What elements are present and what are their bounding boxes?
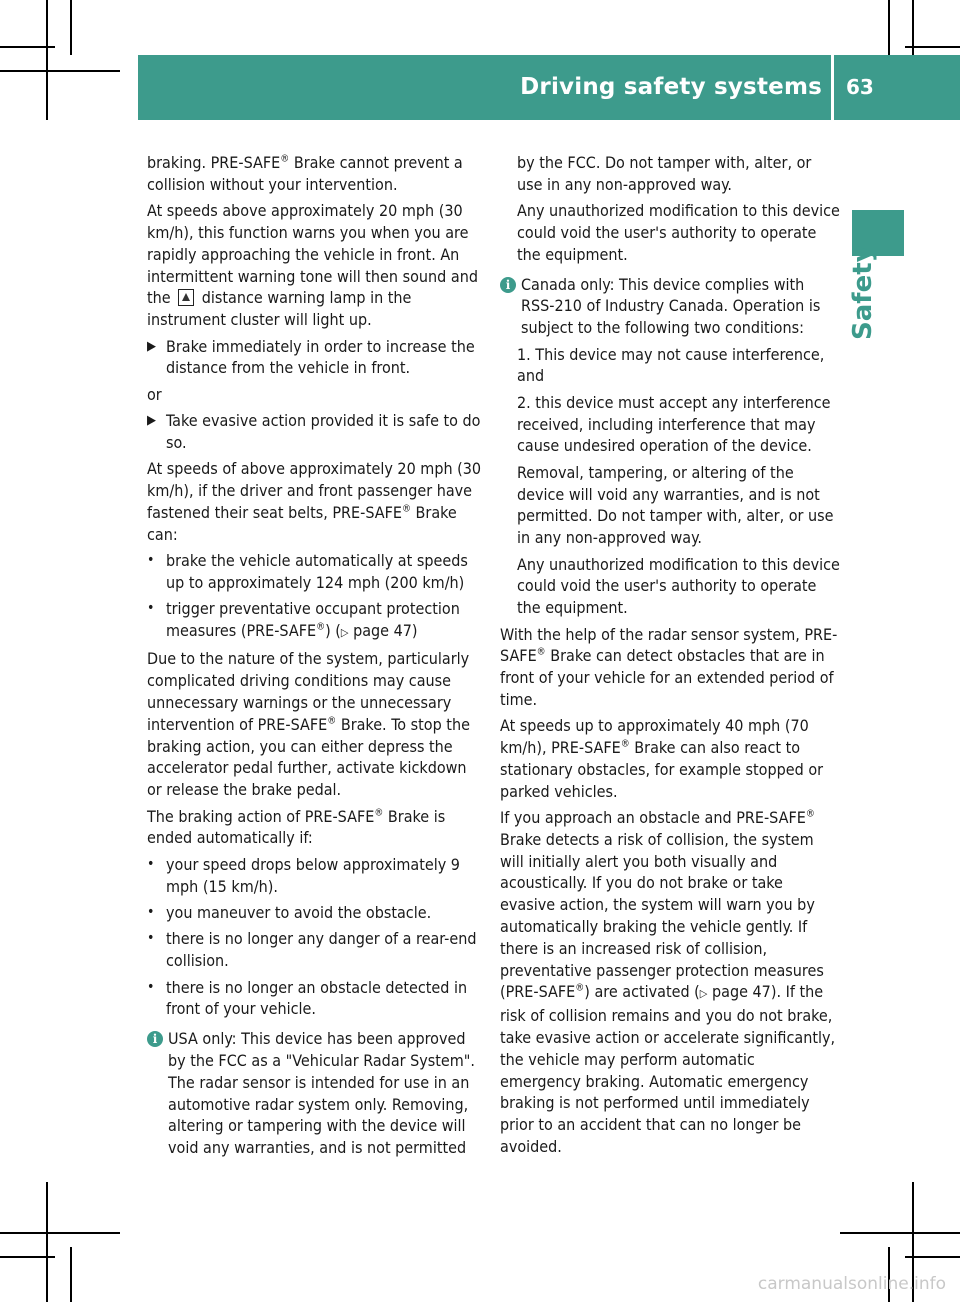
paragraph: At speeds of above approximately 20 mph (30 km/h), if the driver and front passenger have fastened their seat belts, PRE-SAFE® Brake can: bbox=[147, 459, 482, 544]
page-reference-link[interactable]: page 47). If the risk of collision remains and you do not brake, take evasive action or accelerate significantly, the vehicle may perform automatic emergency braking. Automatic emergency braking is not performed until immediately prior to an accident that can no longer be avoided. bbox=[500, 982, 836, 1157]
list-item: • there is no longer any danger of a rear-end collision. bbox=[147, 929, 477, 971]
paragraph: Removal, tampering, or altering of the device will void any warranties, and is not permitted. Do not tamper with, alter, or use in any non-approved way. bbox=[517, 462, 834, 548]
crop-mark bbox=[0, 70, 120, 72]
paragraph: 1. This device may not cause interference, and bbox=[517, 344, 825, 386]
bullet-icon: • bbox=[147, 552, 155, 569]
info-note: i Canada only: This device complies with RSS-210 of Industry Canada. Operation is subject to the following two conditions: bbox=[500, 274, 840, 339]
page-reference-triangle-icon: ▷ bbox=[699, 987, 708, 1001]
crop-mark bbox=[46, 0, 48, 120]
list-item: • your speed drops below approximately 9 mph (15 km/h). bbox=[147, 854, 460, 896]
instruction-step: ▶ Take evasive action provided it is safe to do so. bbox=[147, 411, 481, 452]
instruction-step: ▶ Brake immediately in order to increase the distance from the vehicle in front. bbox=[147, 336, 475, 378]
bullet-icon: • bbox=[147, 855, 155, 872]
left-column bbox=[147, 152, 485, 1164]
paragraph: Any unauthorized modification to this device could void the user's authority to operate the equipment. bbox=[517, 554, 840, 618]
crop-mark bbox=[840, 1232, 960, 1234]
list-item: • trigger preventative occupant protection measures (PRE-SAFE®) (▷ page 47) bbox=[147, 599, 460, 641]
paragraph: The braking action of PRE-SAFE® Brake is ended automatically if: bbox=[147, 806, 446, 848]
paragraph: braking. PRE-SAFE® Brake cannot prevent a collision without your intervention. bbox=[147, 153, 463, 194]
section-title: Driving safety systems bbox=[520, 74, 822, 100]
paragraph: At speeds above approximately 20 mph (30 km/h), this function warns you when you are rapidly approaching the vehicle in front. An intermittent warning tone will then sound and the distance warning lamp in the instrument cluster will light up. bbox=[147, 201, 478, 330]
bullet-icon: • bbox=[147, 600, 155, 617]
bullet-icon: • bbox=[147, 930, 155, 947]
crop-mark bbox=[0, 1232, 120, 1234]
list-item: • brake the vehicle automatically at speeds up to approximately 124 mph (200 km/h) bbox=[147, 551, 468, 592]
crop-mark bbox=[46, 1182, 48, 1302]
info-icon: i bbox=[147, 1031, 163, 1047]
page-reference-link[interactable]: page 47) bbox=[348, 621, 418, 641]
info-note: i USA only: This device has been approved by the FCC as a "Vehicular Radar System". The radar sensor is intended for use in an automotive radar system only. Removing, altering or tampering with the device will void any warranties, and is not permitted bbox=[147, 1028, 485, 1159]
distance-warning-lamp-icon bbox=[178, 289, 194, 306]
crop-mark bbox=[888, 0, 890, 55]
paragraph: With the help of the radar sensor system, PRE-SAFE® Brake can detect obstacles that are in front of your vehicle for an extended period of time. bbox=[500, 624, 838, 709]
paragraph: If you approach an obstacle and PRE-SAFE® Brake detects a risk of collision, the system will initially alert you both visually and acoustically. If you do not brake or take evasive action, the system will warn you by automatically braking the vehicle gently. If there is an increased risk of collision, preventative passenger protection measures (PRE-SAFE®) are activated (▷ page 47). If the risk of collision remains and you do not brake, take evasive action or accelerate significantly, the vehicle may perform automatic emergency braking. Automatic emergency braking is not performed until immediately prior to an accident that can no longer be avoided. bbox=[500, 808, 836, 1157]
crop-mark bbox=[70, 0, 72, 55]
instruction-arrow-icon: ▶ bbox=[147, 413, 156, 429]
bullet-icon: • bbox=[147, 978, 155, 995]
right-column bbox=[500, 152, 840, 1162]
instruction-arrow-icon: ▶ bbox=[147, 338, 156, 354]
page-number: 63 bbox=[846, 75, 874, 99]
list-item: • you maneuver to avoid the obstacle. bbox=[147, 903, 432, 923]
crop-mark bbox=[0, 1256, 55, 1258]
paragraph: At speeds up to approximately 40 mph (70 km/h), PRE-SAFE® Brake can also react to stationary obstacles, for example stopped or parked vehicles. bbox=[500, 716, 824, 801]
paragraph: Due to the nature of the system, particularly complicated driving conditions may cause unnecessary warnings or the unnecessary intervention of PRE-SAFE® Brake. To stop the braking action, you can either depress the accelerator pedal further, activate kickdown or release the brake pedal. bbox=[147, 649, 470, 800]
info-icon: i bbox=[500, 277, 516, 293]
crop-mark bbox=[70, 1247, 72, 1302]
chapter-tab-label: Safety bbox=[848, 245, 878, 340]
list-item: • there is no longer an obstacle detected in front of your vehicle. bbox=[147, 977, 468, 1019]
crop-mark bbox=[905, 46, 960, 48]
crop-mark bbox=[905, 1256, 960, 1258]
bullet-icon: • bbox=[147, 904, 155, 921]
page-reference-triangle-icon: ▷ bbox=[340, 626, 349, 640]
paragraph: Any unauthorized modification to this device could void the user's authority to operate the equipment. bbox=[517, 201, 840, 264]
paragraph: or bbox=[147, 384, 162, 404]
header-divider bbox=[831, 55, 834, 120]
paragraph: 2. this device must accept any interference received, including interference that may cause undesired operation of the device. bbox=[517, 392, 831, 456]
watermark: carmanualsonline.info bbox=[757, 1274, 946, 1294]
paragraph: by the FCC. Do not tamper with, alter, or use in any non-approved way. bbox=[517, 153, 812, 194]
